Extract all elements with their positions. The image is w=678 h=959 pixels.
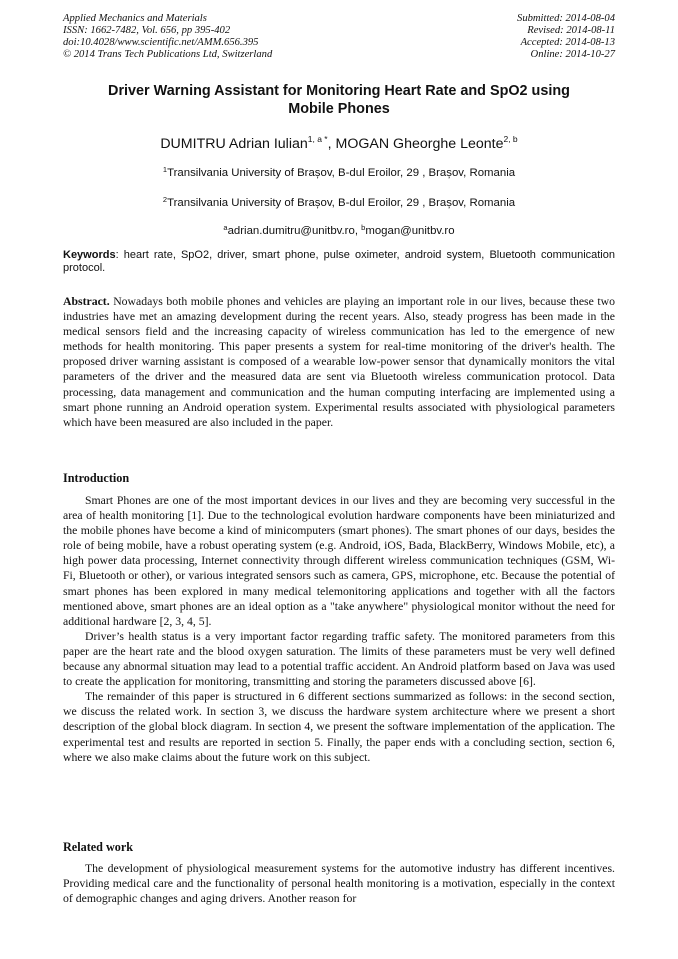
- author-list: [63, 130, 615, 153]
- intro-paragraph-2: Driver’s health status is a very important factor regarding traffic safety. The monitored parameters from this paper are the heart rate and the blood oxygen saturation. The limits of these parameters must be very well defined because any abnormal situation may lead to a potential traffic accident. An Android platform based on Java was used to create the application for monitoring, transmitting and storing the parameters discussed above [6].: [63, 629, 615, 689]
- introduction-body: [63, 493, 615, 765]
- affiliation-2-mark: 2: [162, 195, 168, 204]
- email-a[interactable]: adrian.dumitru@unitbv.ro: [227, 225, 355, 237]
- related-paragraph-1: The development of physiological measurement systems for the automotive industry has different incentives. Providing medical care and the functionality of personal health monitoring is a motivation, especially in the context of demographic changes and aging drivers. Another reason for: [63, 862, 615, 906]
- author-1-name: DUMITRU Adrian Iulian: [160, 136, 308, 152]
- paper-title-line-2: Mobile Phones: [288, 101, 390, 117]
- abstract: [63, 294, 615, 430]
- journal-info: [63, 13, 272, 61]
- intro-paragraph-1: Smart Phones are one of the most important devices in our lives and they are becoming very successful in the area of health monitoring [1]. Due to the technological evolution hardware components have been miniaturized and the mobile phones have become a kind of minicomputers (smart phones). The smart phones of our days, besides the role of being mobile, have a robust operating system (e.g. Android, iOS, Bada, BlackBerry, Windows Mobile, etc), a high power data processing, Internet connectivity through different wireless communication techniques (GSM, Wi-Fi, Bluetooth or other), or various integrated sensors such as camera, GPS, microphone, etc. Because the potential of smart phones has been explored in many medical telemonitoring applications and together with all the factors mentioned above, smart phones are an ideal option as a "take anywhere" physiological monitor without the need for additional hardware [2, 3, 4, 5].: [63, 494, 615, 628]
- date-online: Online: 2014-10-27: [530, 49, 615, 60]
- paper-title: [63, 82, 615, 118]
- publication-dates: [517, 13, 615, 61]
- date-revised: Revised: 2014-08-11: [527, 25, 615, 36]
- journal-doi: doi:10.4028/www.scientific.net/AMM.656.395: [63, 37, 259, 48]
- affiliation-2-text: Transilvania University of Brașov, B-dul Eroilor, 29 , Brașov, Romania: [167, 197, 516, 209]
- journal-issn: ISSN: 1662-7482, Vol. 656, pp 395-402: [63, 25, 231, 36]
- intro-paragraph-3: The remainder of this paper is structured in 6 different sections summarized as follows: in the second section, we discuss the related work. In section 3, we discuss the hardware system architecture where we present a short description of the global block diagram. In section 4, we present the software implementation of the application. The experimental test and results are reported in section 5. Finally, the paper ends with a concluding section, section 6, where we also make claims about the future work on this subject.: [63, 690, 615, 764]
- introduction-heading: Introduction: [63, 471, 130, 485]
- author-2-affiliation-mark: 2, b: [503, 134, 518, 144]
- affiliation-1-mark: 1: [162, 165, 168, 174]
- journal-name: Applied Mechanics and Materials: [63, 13, 207, 24]
- date-accepted: Accepted: 2014-08-13: [520, 37, 615, 48]
- keywords: [63, 249, 615, 275]
- affiliation-1: [63, 163, 615, 180]
- author-1-affiliation-mark: 1, a *: [307, 134, 328, 144]
- keywords-text: : heart rate, SpO2, driver, smart phone, pulse oximeter, android system, Bluetooth communication protocol.: [63, 249, 615, 274]
- related-work-heading: Related work: [63, 840, 134, 854]
- author-emails: [63, 221, 615, 238]
- related-work-body: [63, 861, 615, 906]
- abstract-label: Abstract.: [63, 295, 110, 308]
- abstract-text: Nowadays both mobile phones and vehicles are playing an important role in our lives, because these two industries have met an amazing development during the recent years. Also, steady progress has been made in the medical sensors field and the increasing capacity of wireless communication has led to the emergence of new methods for health monitoring. This paper presents a system for real-time monitoring of the driver's health. The proposed driver warning assistant is composed of a wearable low-power sensor that dynamically monitors the vital parameters of the driver and the measured data are sent via Bluetooth wireless communication protocol. Data processing, data management and communication and the human computing interfacing are implemented using a smart phone running an Android operation system. Experimental results associated with physiological parameters which have been measured are also included in the paper.: [63, 295, 615, 429]
- email-a-mark: a: [223, 223, 228, 232]
- affiliation-2: [63, 193, 615, 210]
- paper-title-line-1: Driver Warning Assistant for Monitoring Heart Rate and SpO2 using: [108, 83, 570, 99]
- affiliation-1-text: Transilvania University of Brașov, B-dul Eroilor, 29 , Brașov, Romania: [167, 167, 516, 179]
- author-separator: ,: [327, 136, 336, 152]
- keywords-label: Keywords: [63, 249, 116, 261]
- email-b[interactable]: mogan@unitbv.ro: [365, 225, 455, 237]
- author-2-name: MOGAN Gheorghe Leonte: [335, 136, 504, 152]
- email-separator: ,: [354, 225, 362, 237]
- email-b-mark: b: [361, 223, 366, 232]
- journal-copyright: © 2014 Trans Tech Publications Ltd, Switzerland: [63, 49, 273, 60]
- date-submitted: Submitted: 2014-08-04: [517, 13, 615, 24]
